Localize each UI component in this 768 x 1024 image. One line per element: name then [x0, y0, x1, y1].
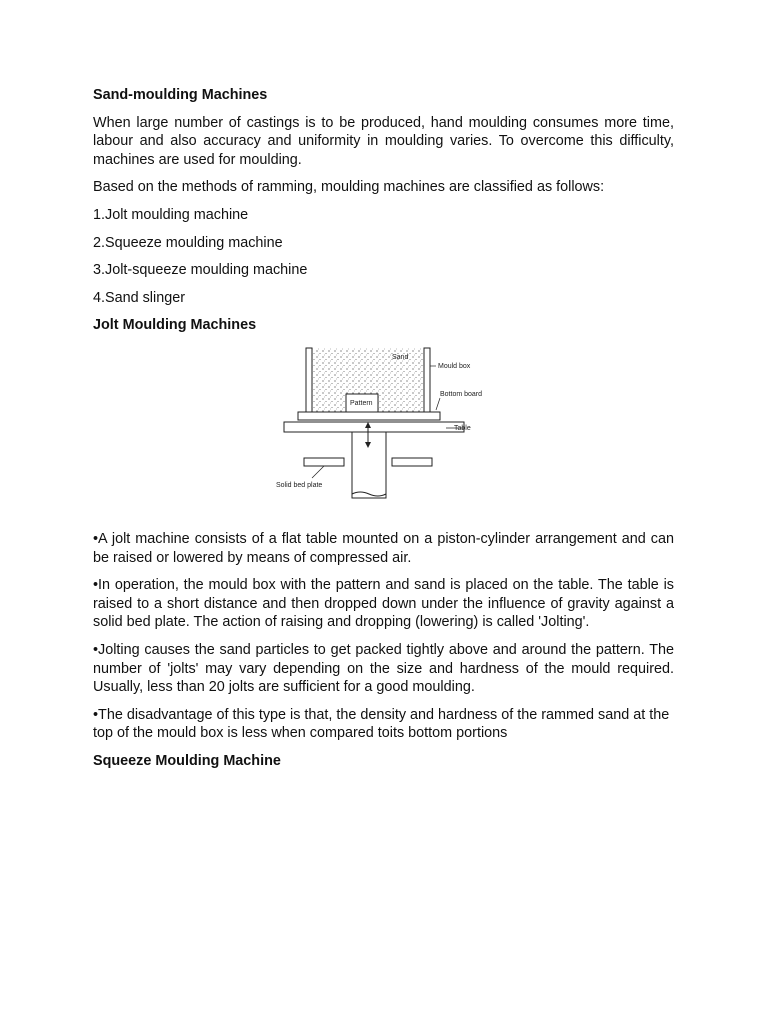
jolt-machine-figure [93, 344, 674, 504]
label-sand: Sand [392, 353, 409, 361]
label-mould-box: Mould box [438, 362, 471, 370]
mould-box-right-wall [424, 348, 430, 412]
piston [352, 432, 386, 498]
machine-type-item: 4.Sand slinger [93, 289, 186, 306]
machine-type-item: 1.Jolt moulding machine [93, 206, 249, 223]
bottom-board [298, 412, 440, 420]
intro-paragraph: When large number of castings is to be produced, hand moulding consumes more time, labour and also accuracy and uniformity in moulding varies. To overcome this difficulty, machines are used for moulding. [93, 114, 674, 168]
diagram-svg [268, 344, 500, 502]
label-table: Table [454, 424, 471, 432]
label-pattern: Pattern [350, 399, 373, 407]
jolt-bullet: •In operation, the mould box with the pattern and sand is placed on the table. The table is raised to a short distance and then dropped down under the influence of gravity against a solid bed plate. The action of raising and dropping (lowering) is called 'Jolting'. [93, 577, 674, 631]
label-bottom-board: Bottom board [440, 390, 483, 398]
bed-plate-left [304, 458, 344, 466]
document-page [93, 86, 674, 779]
jolt-bullet: •Jolting causes the sand particles to get packed tightly above and around the pattern. The number of 'jolts' may vary depending on the size and hardness of the mould required. Usually, less than 20 jolts are sufficient for a good moulding. [93, 641, 674, 696]
machine-type-item: 3.Jolt-squeeze moulding machine [93, 262, 308, 279]
jolt-heading: Jolt Moulding Machines [93, 317, 257, 334]
classification-text: Based on the methods of ramming, moulding machines are classified as follows: [93, 179, 605, 196]
bed-plate-right [392, 458, 432, 466]
mould-box-left-wall [306, 348, 312, 412]
squeeze-heading: Squeeze Moulding Machine [93, 752, 281, 769]
jolt-bullet: •The disadvantage of this type is that, the density and hardness of the rammed sand at the top of the mould box is less when compared toits bottom portions [93, 706, 670, 742]
jolt-bullet: •A jolt machine consists of a flat table mounted on a piston-cylinder arrangement and can be raised or lowered by means of compressed air. [93, 530, 674, 566]
label-solid-bed-plate: Solid bed plate [276, 481, 323, 489]
jolt-machine-diagram [268, 344, 500, 502]
section-title: Sand-moulding Machines [93, 87, 268, 103]
table-plate [284, 422, 464, 432]
machine-type-item: 2.Squeeze moulding machine [93, 234, 283, 251]
